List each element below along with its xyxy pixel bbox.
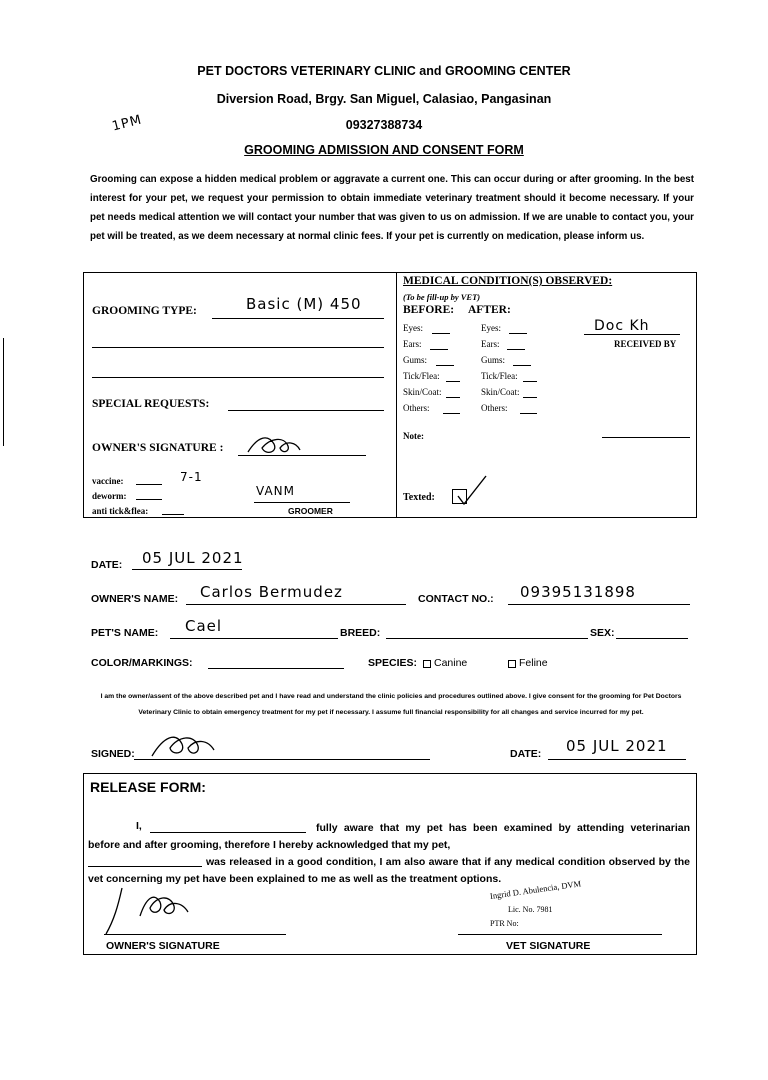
signed-scribble <box>148 728 218 762</box>
deworm-label: deworm: <box>92 491 127 501</box>
after-label: AFTER: <box>468 304 511 316</box>
pet-name-value: Cael <box>185 617 223 635</box>
before-gums-line[interactable] <box>436 365 454 366</box>
release-owner-signature-label: OWNER'S SIGNATURE <box>106 940 220 952</box>
vaccine-line[interactable] <box>136 484 162 485</box>
before-eyes-line[interactable] <box>432 333 450 334</box>
special-requests-line[interactable] <box>228 410 384 411</box>
owner-signature-label: OWNER'S SIGNATURE : <box>92 442 224 454</box>
before-gums: Gums: <box>403 355 428 365</box>
contact-value: 09395131898 <box>520 583 636 601</box>
grooming-type-value: Basic (M) 450 <box>246 295 362 313</box>
release-i-label: I, <box>136 820 142 832</box>
after-eyes-line[interactable] <box>509 333 527 334</box>
received-by-label: RECEIVED BY <box>614 339 677 349</box>
after-eyes: Eyes: <box>481 323 501 333</box>
contact-line[interactable] <box>508 604 690 605</box>
note-line[interactable] <box>602 437 690 438</box>
vet-ptr-stamp: PTR No: <box>490 919 519 928</box>
grooming-line-2[interactable] <box>92 347 384 348</box>
species-label: SPECIES: <box>368 657 418 669</box>
pet-name-label: PET'S NAME: <box>91 627 159 639</box>
groomer-label: GROOMER <box>288 506 333 516</box>
groomer-line[interactable] <box>254 502 350 503</box>
release-title: RELEASE FORM: <box>90 779 206 795</box>
after-gums-line[interactable] <box>513 365 531 366</box>
after-gums: Gums: <box>481 355 506 365</box>
special-requests-label: SPECIAL REQUESTS: <box>92 398 210 410</box>
owner-name-line[interactable] <box>186 604 406 605</box>
texted-check-mark <box>454 474 490 508</box>
signed-date-value: 05 JUL 2021 <box>566 737 668 755</box>
anti-tick-line[interactable] <box>162 514 184 515</box>
sex-line[interactable] <box>616 638 688 639</box>
intro-paragraph: Grooming can expose a hidden medical problem or aggravate a current one. This can occur during or after grooming. In the best interest for your pet, we request your permission to obtain immediate veterinary treatment should it become necessary. If your pet needs medical attention we will contact your number that was given to us on admission. If we are unable to contact you, your pet will be treated, as we deem necessary at normal clinic fees. If your pet is currently on medication, please inform us. <box>90 174 694 242</box>
consent-paragraph: I am the owner/assent of the above described pet and I have read and understand the clinic policies and procedures outlined above. I give consent for the grooming for Pet Doctors Veterinary Clinic to obtain emergency treatment for my pet if necessary. I assume full financial responsibility for all changes and service incurred for my pet. <box>100 693 682 716</box>
clinic-address: Diversion Road, Brgy. San Miguel, Calasiao, Pangasinan <box>216 92 552 106</box>
color-label: COLOR/MARKINGS: <box>91 657 193 669</box>
owner-signature-release-line[interactable] <box>104 934 286 935</box>
medical-subtitle: (To be fill-up by VET) <box>403 292 481 302</box>
release-vet-signature-label: VET SIGNATURE <box>506 940 591 952</box>
before-ears: Ears: <box>403 339 422 349</box>
before-eyes: Eyes: <box>403 323 423 333</box>
breed-label: BREED: <box>340 627 381 639</box>
vaccine-label: vaccine: <box>92 476 124 486</box>
box-divider <box>396 272 397 518</box>
after-tick-line[interactable] <box>523 381 537 382</box>
release-text-a: fully aware that my pet has been examined by attending veterinarian before and after grooming, therefore I hereby acknowledged that my pet, <box>88 822 690 851</box>
canine-checkbox[interactable] <box>423 660 431 668</box>
signed-label: SIGNED: <box>91 748 135 760</box>
received-by-line[interactable] <box>584 334 680 335</box>
medical-title: MEDICAL CONDITION(S) OBSERVED: <box>403 275 613 287</box>
after-skin: Skin/Coat: <box>481 387 520 397</box>
after-others: Others: <box>481 403 508 413</box>
form-title: GROOMING ADMISSION AND CONSENT FORM <box>244 143 524 157</box>
breed-line[interactable] <box>386 638 588 639</box>
before-label: BEFORE: <box>403 304 455 316</box>
texted-label: Texted: <box>403 492 435 503</box>
groomer-value: VANM <box>256 484 295 498</box>
before-others-line[interactable] <box>443 413 460 414</box>
vet-name-stamp: Ingrid D. Abulencia, DVM <box>489 878 582 901</box>
sex-label: SEX: <box>590 627 615 639</box>
contact-label: CONTACT NO.: <box>418 593 494 605</box>
before-others: Others: <box>403 403 430 413</box>
before-tick: Tick/Flea: <box>403 371 440 381</box>
after-ears: Ears: <box>481 339 500 349</box>
feline-checkbox[interactable] <box>508 660 516 668</box>
deworm-line[interactable] <box>136 499 162 500</box>
date-line[interactable] <box>132 569 242 570</box>
date-value: 05 JUL 2021 <box>142 549 244 567</box>
vet-license-stamp: Lic. No. 7981 <box>508 905 553 914</box>
before-skin: Skin/Coat: <box>403 387 442 397</box>
before-tick-line[interactable] <box>446 381 460 382</box>
clinic-name: PET DOCTORS VETERINARY CLINIC and GROOMING CENTER <box>197 64 571 78</box>
signed-date-line[interactable] <box>548 759 686 760</box>
after-skin-line[interactable] <box>523 397 537 398</box>
date-label: DATE: <box>91 559 123 571</box>
canine-label: Canine <box>434 657 468 669</box>
owner-name-label: OWNER'S NAME: <box>91 593 179 605</box>
vaccine-note: 7-1 <box>180 470 203 484</box>
release-owner-scribble <box>100 884 200 938</box>
clinic-phone: 09327388734 <box>345 118 423 132</box>
owner-signature-scribble <box>244 430 304 460</box>
feline-label: Feline <box>519 657 548 669</box>
after-others-line[interactable] <box>520 413 537 414</box>
pet-name-line[interactable] <box>170 638 338 639</box>
anti-tick-label: anti tick&flea: <box>92 506 149 516</box>
before-skin-line[interactable] <box>446 397 460 398</box>
vet-signature-line[interactable] <box>458 934 662 935</box>
before-ears-line[interactable] <box>430 349 448 350</box>
grooming-type-line[interactable] <box>212 318 384 319</box>
note-label: Note: <box>403 431 424 441</box>
grooming-line-3[interactable] <box>92 377 384 378</box>
release-text-b: was released in a good condition, I am also aware that if any medical condition observed by the vet concerning my pet have been explained to me as well as the treatment options. <box>88 856 690 885</box>
after-ears-line[interactable] <box>507 349 525 350</box>
owner-name-value: Carlos Bermudez <box>200 583 343 601</box>
after-tick: Tick/Flea: <box>481 371 518 381</box>
scan-edge-mark <box>3 338 4 446</box>
received-by-value: Doc Kh <box>594 318 650 334</box>
grooming-type-label: GROOMING TYPE: <box>92 305 197 317</box>
color-line[interactable] <box>208 668 344 669</box>
signed-date-label: DATE: <box>510 748 542 760</box>
handwritten-time: 1PM <box>110 112 144 135</box>
